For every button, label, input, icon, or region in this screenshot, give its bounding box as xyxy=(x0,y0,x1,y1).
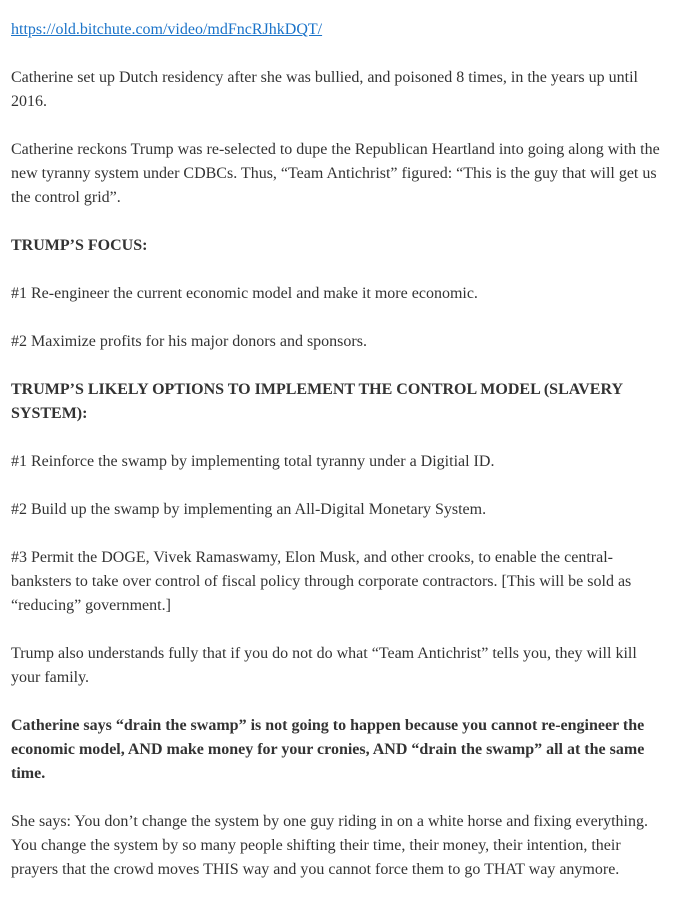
bitchute-video-link[interactable]: https://old.bitchute.com/video/mdFncRJhkDQT/ xyxy=(11,21,323,38)
drain-swamp-paragraph xyxy=(11,714,665,786)
focus-heading-paragraph xyxy=(11,234,665,258)
options-heading: TRUMP’S LIKELY OPTIONS TO IMPLEMENT THE CONTROL MODEL (SLAVERY SYSTEM): xyxy=(11,381,623,422)
family-paragraph: Trump also understands fully that if you do not do what “Team Antichrist” tells you, they will kill your family. xyxy=(11,645,637,686)
option-item-2: #2 Build up the swamp by implementing an All-Digital Monetary System. xyxy=(11,501,487,518)
focus-item-2: #2 Maximize profits for his major donors and sponsors. xyxy=(11,333,367,350)
option-item-1: #1 Reinforce the swamp by implementing total tyranny under a Digitial ID. xyxy=(11,453,495,470)
residency-paragraph: Catherine set up Dutch residency after she was bullied, and poisoned 8 times, in the years up until 2016. xyxy=(11,69,638,110)
reselection-paragraph: Catherine reckons Trump was re-selected to dupe the Republican Heartland into going along with the new tyranny system under CDBCs. Thus, “Team Antichrist” figured: “This is the guy that will get us the control grid”. xyxy=(11,141,660,206)
options-heading-paragraph xyxy=(11,378,665,426)
focus-heading: TRUMP’S FOCUS: xyxy=(11,237,148,254)
system-change-paragraph: She says: You don’t change the system by one guy riding in on a white horse and fixing everything. You change the system by so many people shifting their time, their money, their intention, their prayers that the crowd moves THIS way and you cannot force them to go THAT way anymore. xyxy=(11,813,648,878)
drain-swamp-bold-text: Catherine says “drain the swamp” is not going to happen because you cannot re-engineer the economic model, AND make money for your cronies, AND “drain the swamp” all at the same time. xyxy=(11,717,645,782)
option-item-3: #3 Permit the DOGE, Vivek Ramaswamy, Elon Musk, and other crooks, to enable the central-banksters to take over control of fiscal policy through corporate contractors. [This will be sold as “reducing” government.] xyxy=(11,549,632,614)
focus-item-1: #1 Re-engineer the current economic model and make it more economic. xyxy=(11,285,478,302)
source-link-paragraph xyxy=(11,18,665,42)
